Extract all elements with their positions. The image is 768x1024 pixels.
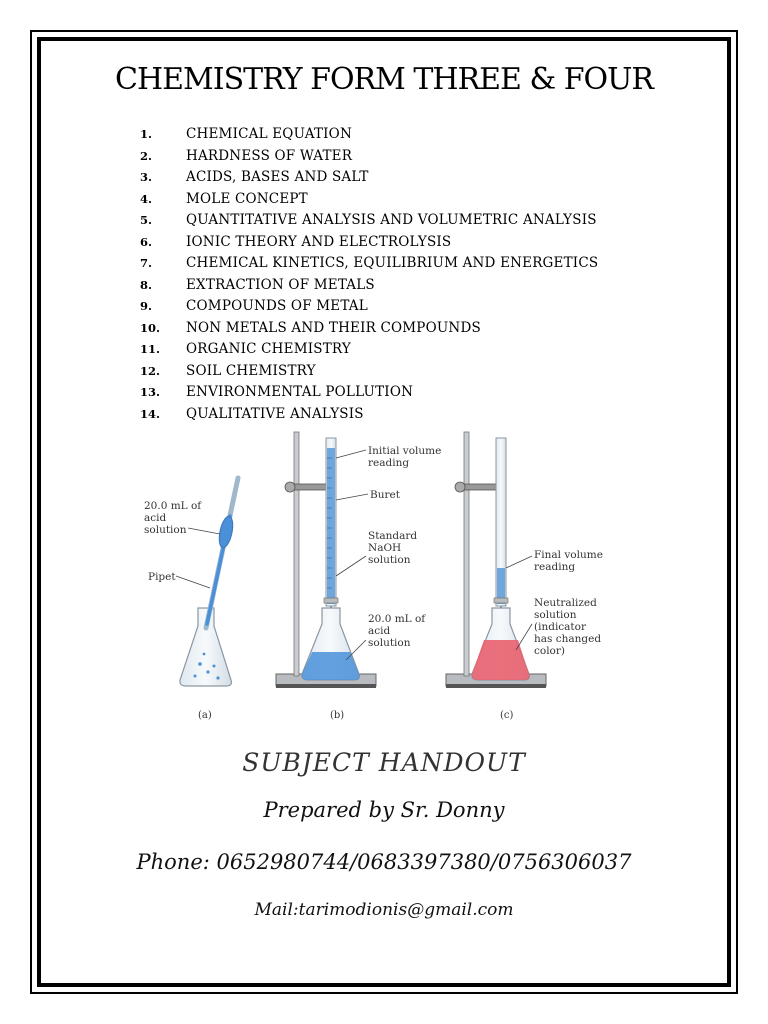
label-neut-5: color) — [534, 645, 565, 657]
label-pipet: Pipet — [148, 571, 176, 583]
item-text: EXTRACTION OF METALS — [186, 276, 375, 293]
item-text: NON METALS AND THEIR COMPOUNDS — [186, 319, 481, 336]
panel-a — [144, 478, 238, 721]
label-std-1: Standard — [368, 530, 418, 542]
list-item — [140, 232, 700, 254]
mail-line: Mail:tarimodionis@gmail.com — [254, 900, 514, 920]
item-number: 2. — [140, 148, 153, 163]
panel-c — [446, 432, 603, 721]
stand-rod-c — [464, 432, 469, 676]
label-initial-1: Initial volume — [368, 445, 442, 457]
list-item — [140, 296, 700, 318]
label-acid-a-1: 20.0 mL of — [144, 500, 202, 512]
list-item — [140, 361, 700, 383]
flask-b-solution — [302, 652, 360, 680]
item-text: COMPOUNDS OF METAL — [186, 298, 368, 314]
item-number: 5. — [140, 213, 153, 227]
panel-b — [276, 432, 441, 721]
item-number: 7. — [140, 256, 153, 270]
label-final-2: reading — [534, 561, 576, 573]
caption-c: (c) — [500, 710, 514, 721]
item-text: CHEMICAL EQUATION — [186, 126, 352, 142]
clamp-c — [460, 484, 500, 490]
item-number: 14. — [140, 406, 161, 421]
item-text: ORGANIC CHEMISTRY — [186, 341, 351, 357]
label-initial-2: reading — [368, 457, 410, 469]
list-item — [140, 382, 700, 404]
item-number: 3. — [140, 170, 153, 184]
item-text: CHEMICAL KINETICS, EQUILIBRIUM AND ENERGETICS — [186, 255, 599, 271]
label-neut-3: (indicator — [534, 621, 586, 633]
list-item — [140, 253, 700, 275]
leader-line — [336, 494, 368, 500]
list-item — [140, 146, 700, 168]
item-number: 12. — [140, 363, 161, 378]
pipet-bulb — [217, 515, 235, 549]
leader-line — [506, 556, 532, 568]
topic-list — [140, 124, 700, 425]
item-text: QUANTITATIVE ANALYSIS AND VOLUMETRIC ANALYSIS — [186, 212, 597, 228]
label-acid-a-2: acid — [144, 512, 167, 524]
list-item — [140, 189, 700, 211]
titration-figure — [130, 428, 650, 728]
item-text: QUALITATIVE ANALYSIS — [186, 405, 364, 422]
label-acid-b-2: acid — [368, 625, 391, 637]
leader-line — [336, 450, 366, 458]
list-item — [140, 210, 700, 232]
item-number: 13. — [140, 385, 161, 399]
label-final-1: Final volume — [534, 549, 603, 561]
list-item — [140, 124, 700, 146]
item-number: 1. — [140, 127, 153, 141]
item-text: IONIC THEORY AND ELECTROLYSIS — [186, 233, 452, 250]
list-item — [140, 275, 700, 297]
list-item — [140, 318, 700, 340]
list-item — [140, 404, 700, 426]
list-item — [140, 339, 700, 361]
label-neut-4: has changed — [534, 633, 602, 645]
leader-line — [176, 576, 210, 588]
label-buret: Buret — [370, 489, 400, 501]
label-std-3: solution — [368, 554, 411, 566]
phone-line: Phone: 0652980744/0683397380/0756306037 — [136, 850, 632, 874]
caption-b: (b) — [330, 710, 345, 721]
buret-b-liquid — [327, 448, 335, 604]
item-number: 4. — [140, 191, 153, 206]
item-text: HARDNESS OF WATER — [186, 147, 353, 164]
item-number: 11. — [140, 342, 161, 356]
label-acid-b-1: 20.0 mL of — [368, 613, 426, 625]
label-neut-2: solution — [534, 609, 577, 621]
item-text: MOLE CONCEPT — [186, 190, 308, 207]
caption-a: (a) — [198, 710, 212, 721]
leader-line — [336, 556, 366, 576]
label-neut-1: Neutralized — [534, 597, 597, 609]
document-title: CHEMISTRY FORM THREE & FOUR — [114, 62, 654, 97]
item-text: ENVIRONMENTAL POLLUTION — [186, 384, 414, 400]
item-number: 9. — [140, 299, 153, 313]
leader-line — [188, 528, 220, 534]
item-number: 6. — [140, 234, 153, 249]
stopcock-b — [324, 598, 338, 603]
leader-line — [516, 624, 532, 650]
clamp-b — [290, 484, 330, 490]
stand-rod-b — [294, 432, 299, 676]
stopcock-c — [494, 598, 508, 603]
item-text: ACIDS, BASES AND SALT — [186, 169, 369, 185]
label-std-2: NaOH — [368, 542, 402, 554]
item-text: SOIL CHEMISTRY — [186, 362, 316, 379]
label-acid-a-3: solution — [144, 524, 187, 536]
flask-c-solution — [472, 640, 530, 680]
item-number: 8. — [140, 277, 153, 292]
list-item — [140, 167, 700, 189]
item-number: 10. — [140, 320, 161, 335]
prepared-by: Prepared by Sr. Donny — [263, 798, 505, 822]
label-acid-b-3: solution — [368, 637, 411, 649]
handout-heading: SUBJECT HANDOUT — [242, 748, 526, 777]
